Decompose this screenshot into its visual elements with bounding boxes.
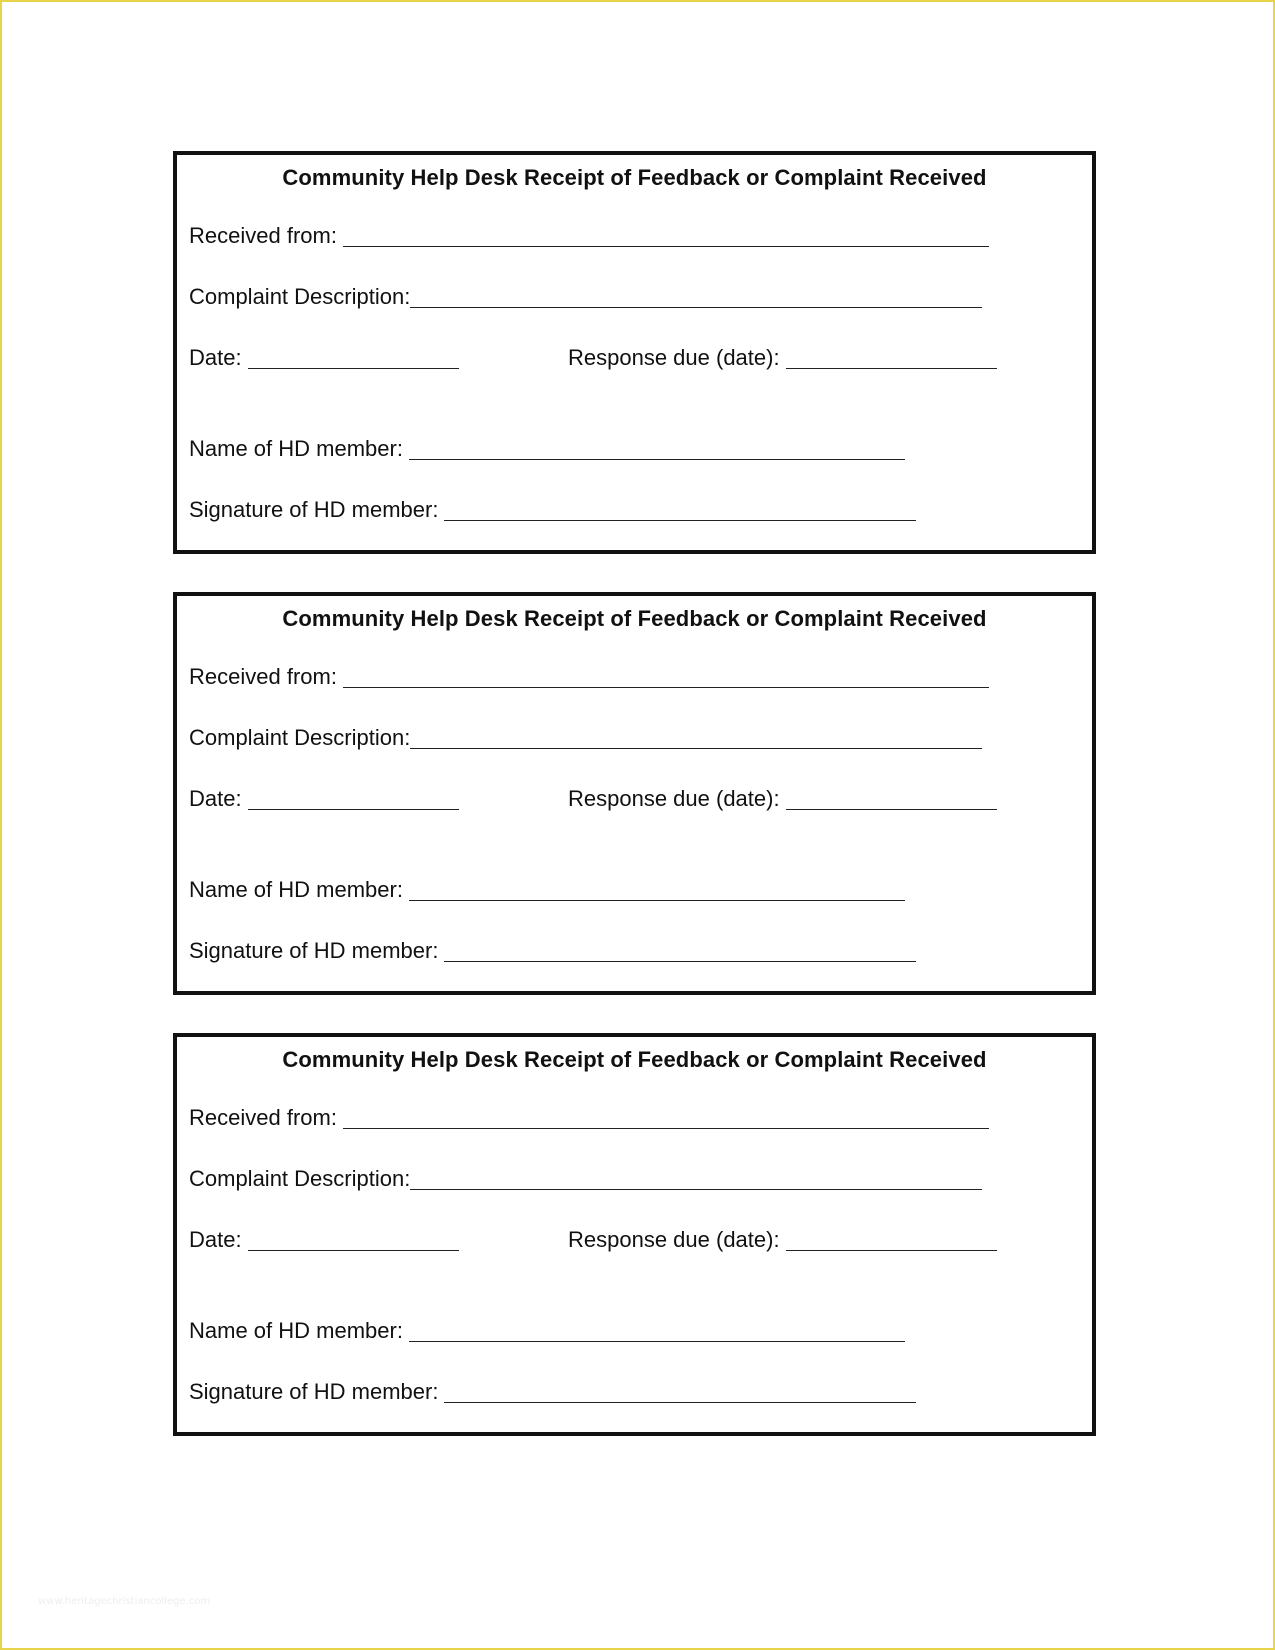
date-field: [189, 786, 459, 812]
hd-member-name-label: Name of HD member:: [189, 1318, 403, 1343]
hd-member-name-blank[interactable]: [409, 878, 905, 901]
watermark-text: www.heritagechristiancollege.com: [38, 1596, 211, 1607]
received-from-field: [189, 1105, 989, 1131]
received-from-label: Received from:: [189, 1105, 337, 1130]
complaint-description-blank[interactable]: [410, 1167, 982, 1190]
receipt-card-2: [173, 592, 1096, 995]
date-field: [189, 345, 459, 371]
received-from-field: [189, 223, 989, 249]
hd-member-name-label: Name of HD member:: [189, 436, 403, 461]
response-due-blank[interactable]: [786, 787, 997, 810]
hd-member-name-label: Name of HD member:: [189, 877, 403, 902]
hd-member-name-field: [189, 1318, 905, 1344]
complaint-description-field: [189, 725, 982, 751]
received-from-field: [189, 664, 989, 690]
hd-member-signature-label: Signature of HD member:: [189, 497, 439, 522]
complaint-description-label: Complaint Description:: [189, 725, 411, 750]
response-due-field: [568, 1227, 997, 1253]
date-label: Date:: [189, 786, 242, 811]
receipt-card-1: [173, 151, 1096, 554]
hd-member-name-field: [189, 877, 905, 903]
hd-member-name-field: [189, 436, 905, 462]
date-label: Date:: [189, 345, 242, 370]
complaint-description-label: Complaint Description:: [189, 1166, 411, 1191]
complaint-description-blank[interactable]: [410, 726, 982, 749]
hd-member-name-blank[interactable]: [409, 437, 905, 460]
hd-member-signature-label: Signature of HD member:: [189, 1379, 439, 1404]
received-from-blank[interactable]: [343, 224, 989, 247]
hd-member-signature-field: [189, 497, 916, 523]
response-due-label: Response due (date):: [568, 1227, 780, 1252]
received-from-blank[interactable]: [343, 1106, 989, 1129]
received-from-blank[interactable]: [343, 665, 989, 688]
receipt-title: Community Help Desk Receipt of Feedback or Complaint Received: [282, 1047, 987, 1072]
response-due-blank[interactable]: [786, 346, 997, 369]
receipt-title: Community Help Desk Receipt of Feedback or Complaint Received: [282, 606, 987, 631]
hd-member-signature-label: Signature of HD member:: [189, 938, 439, 963]
hd-member-name-blank[interactable]: [409, 1319, 905, 1342]
date-blank[interactable]: [248, 1228, 459, 1251]
received-from-label: Received from:: [189, 223, 337, 248]
response-due-blank[interactable]: [786, 1228, 997, 1251]
receipt-card-3: [173, 1033, 1096, 1436]
hd-member-signature-blank[interactable]: [444, 1380, 916, 1403]
response-due-field: [568, 786, 997, 812]
response-due-label: Response due (date):: [568, 345, 780, 370]
response-due-label: Response due (date):: [568, 786, 780, 811]
date-field: [189, 1227, 459, 1253]
complaint-description-label: Complaint Description:: [189, 284, 411, 309]
hd-member-signature-field: [189, 1379, 916, 1405]
complaint-description-blank[interactable]: [410, 285, 982, 308]
hd-member-signature-field: [189, 938, 916, 964]
hd-member-signature-blank[interactable]: [444, 498, 916, 521]
complaint-description-field: [189, 284, 982, 310]
hd-member-signature-blank[interactable]: [444, 939, 916, 962]
date-blank[interactable]: [248, 787, 459, 810]
receipt-title: Community Help Desk Receipt of Feedback or Complaint Received: [282, 165, 987, 190]
date-label: Date:: [189, 1227, 242, 1252]
date-blank[interactable]: [248, 346, 459, 369]
response-due-field: [568, 345, 997, 371]
received-from-label: Received from:: [189, 664, 337, 689]
complaint-description-field: [189, 1166, 982, 1192]
